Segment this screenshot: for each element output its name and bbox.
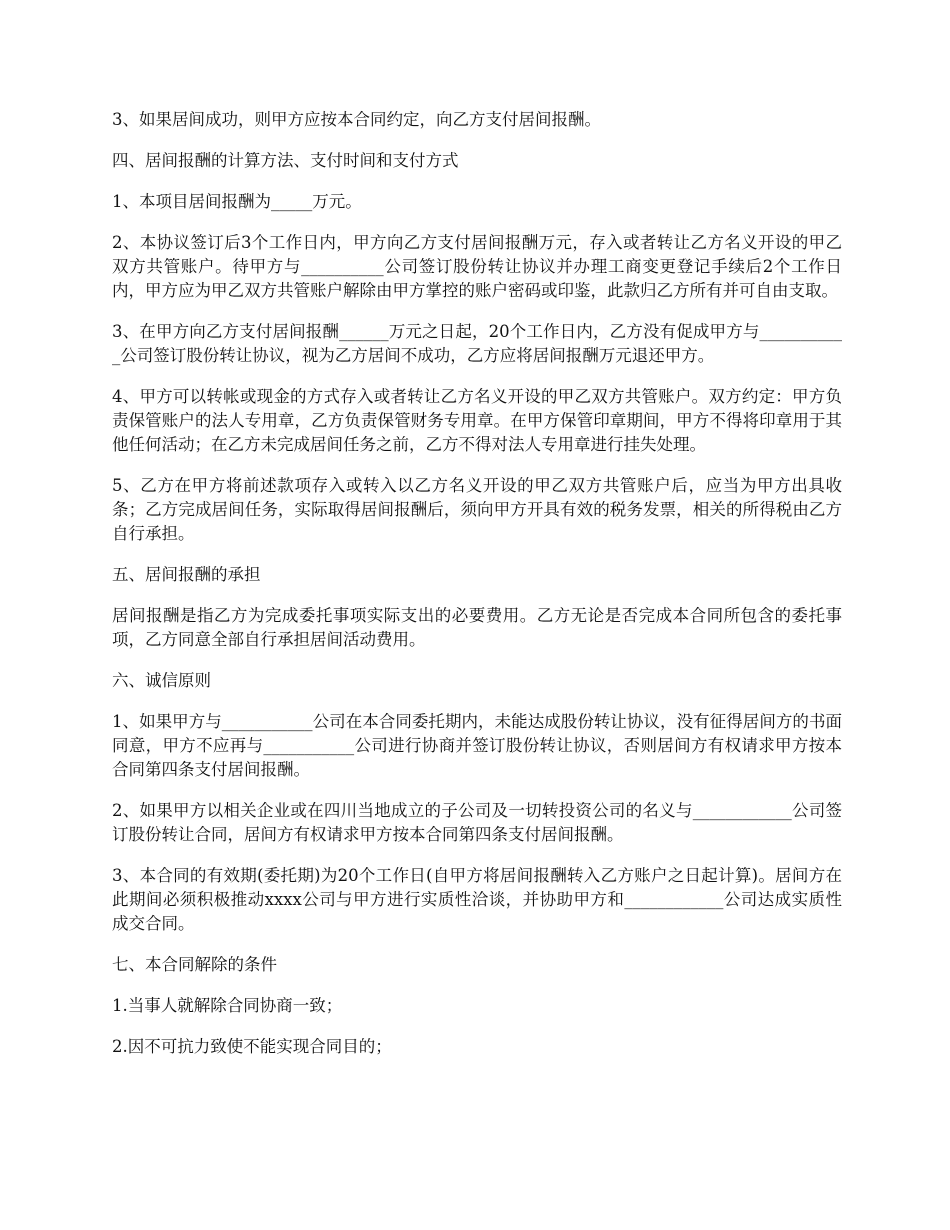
- document-body: [112, 108, 842, 1076]
- clause-7-2-force-majeure: 2.因不可抗力致使不能实现合同目的；: [112, 1037, 392, 1056]
- clause-7-1-mutual-agreement: 1.当事人就解除合同协商一致；: [112, 996, 343, 1015]
- clause-6-3-validity-period: 3、本合同的有效期(委托期)为20个工作日(自甲方将居间报酬转入乙方账户之日起计算)。居间方在此期间必须积极推动xxxx公司与甲方进行实质性洽谈，并协助甲方和____________公司达成实质性成交合同。: [112, 866, 842, 933]
- section-5-heading: 五、居间报酬的承担: [112, 565, 261, 584]
- clause-6-1-good-faith: 1、如果甲方与___________公司在本合同委托期内，未能达成股份转让协议，没有征得居间方的书面同意，甲方不应再与___________公司进行协商并签订股份转让协议，否则居间方有权请求甲方按本合同第四条支付居间报酬。: [112, 712, 842, 779]
- clause-5-cost-bearing: 居间报酬是指乙方为完成委托事项实际支出的必要费用。乙方无论是否完成本合同所包含的委托事项，乙方同意全部自行承担居间活动费用。: [112, 606, 842, 649]
- clause-4-3-refund: 3、在甲方向乙方支付居间报酬______万元之日起，20个工作日内，乙方没有促成甲方与___________公司签订股份转让协议，视为乙方居间不成功，乙方应将居间报酬万元退还甲方。: [112, 322, 842, 365]
- clause-4-4-account-seals: 4、甲方可以转帐或现金的方式存入或者转让乙方名义开设的甲乙双方共管账户。双方约定：甲方负责保管账户的法人专用章，乙方负责保管财务专用章。在甲方保管印章期间，甲方不得将印章用于其他任何活动；在乙方未完成居间任务之前，乙方不得对法人专用章进行挂失处理。: [112, 387, 842, 454]
- section-4-heading: 四、居间报酬的计算方法、支付时间和支付方式: [112, 151, 459, 170]
- clause-4-1-amount: 1、本项目居间报酬为_____万元。: [112, 192, 362, 211]
- section-7-heading: 七、本合同解除的条件: [112, 955, 277, 974]
- clause-4-5-receipt-invoice: 5、乙方在甲方将前述款项存入或转入以乙方名义开设的甲乙双方共管账户后，应当为甲方出具收条；乙方完成居间任务，实际取得居间报酬后，须向甲方开具有效的税务发票，相关的所得税由乙方自行承担。: [112, 476, 842, 543]
- clause-4-2-payment-timing: 2、本协议签订后3个工作日内，甲方向乙方支付居间报酬万元，存入或者转让乙方名义开设的甲乙双方共管账户。待甲方与__________公司签订股份转让协议并办理工商变更登记手续后2个工作日内，甲方应为甲乙双方共管账户解除由甲方掌控的账户密码或印鉴，此款归乙方所有并可自由支取。: [112, 233, 842, 300]
- clause-6-2-affiliates: 2、如果甲方以相关企业或在四川当地成立的子公司及一切转投资公司的名义与____________公司签订股份转让合同，居间方有权请求甲方按本合同第四条支付居间报酬。: [112, 801, 842, 844]
- clause-3-success-payment: 3、如果居间成功，则甲方应按本合同约定，向乙方支付居间报酬。: [112, 110, 601, 129]
- section-6-heading: 六、诚信原则: [112, 671, 211, 690]
